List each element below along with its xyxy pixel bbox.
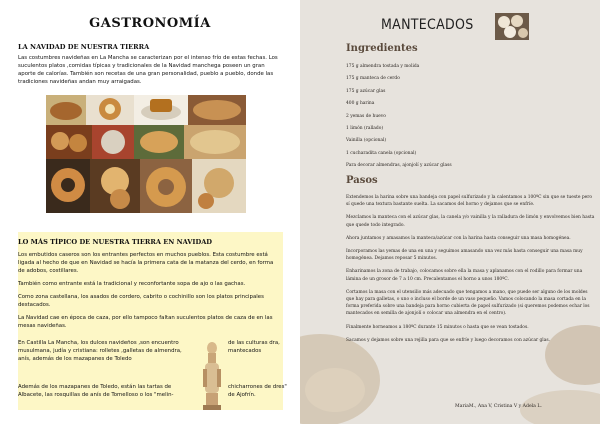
list-item: Vainilla (opcional) bbox=[346, 138, 387, 144]
recipe-title: MANTECADOS bbox=[381, 17, 474, 33]
paragraph: También como entrante está la tradicional y reconfortante sopa de ajo o las gachas. bbox=[18, 281, 246, 287]
page-title: GASTRONOMÍA bbox=[89, 16, 211, 31]
list-item: 400 g harina bbox=[346, 101, 375, 107]
list-item: 175 g almendra tostada y molida bbox=[346, 64, 420, 69]
paragraph: Como zona castellana, los asados de cordero, cabrito o cochinillo son los platos principales destacados. bbox=[18, 294, 264, 308]
step: Incorporamos las yemas de una en una y seguimos amasando una vez más hasta conseguir una masa muy homogénea. Dejamos reposar 5 minutos. bbox=[346, 249, 583, 262]
list-item: 1 limón (rallado) bbox=[346, 125, 384, 131]
section-heading-tipico: LO MÁS TÍPICO DE NUESTRA TIERRA EN NAVIDAD bbox=[18, 238, 213, 246]
list-item: Para decorar almendras, ajonjolí y azúcar glass bbox=[346, 163, 452, 169]
sweets-text-left: En Castilla La Mancha, los dulces navideños ,son encuentro musulmana, judía y cristiana: rolletes ,galletas de almendra, anís, además de los mazapanes de Toledo bbox=[18, 340, 182, 362]
step: Enharinamos la zona de trabajo, colocamos sobre ella la masa y aplanamos con el rodillo para formar una lámina de un grosor de 7 a 10 cm. Precalentamos el horno a unos 180ºC. bbox=[346, 269, 583, 282]
ingredients-list bbox=[346, 61, 486, 173]
list-item: 175 g manteca de cerdo bbox=[346, 76, 400, 82]
paragraph: Los embutidos caseros son los entrantes perfectos en muchos pueblos. Esta costumbre está ligada al hecho de que en Navidad se hacía la primera cata de la matanza del cerdo, en forma de adobos, costillares. bbox=[18, 252, 274, 274]
step: Ahora juntamos y amasamos la manteca/azúcar con la harina hasta conseguir una masa homogénea. bbox=[346, 235, 571, 241]
step: Sacamos y dejamos sobre una rejilla para que se enfríe y luego decoramos con azúcar glas. bbox=[346, 337, 550, 343]
section-heading-navidad: LA NAVIDAD DE NUESTRA TIERRA bbox=[18, 43, 150, 51]
steps-list bbox=[346, 194, 596, 350]
collage-image bbox=[46, 95, 246, 213]
steps-heading: Pasos bbox=[346, 175, 378, 186]
figure-illustration bbox=[199, 339, 225, 411]
food-photo-collage bbox=[46, 95, 246, 213]
marzipan-figure-image bbox=[199, 339, 225, 411]
ingredients-heading: Ingredientes bbox=[346, 43, 418, 54]
step: Cortamos la masa con el utensilio más adecuado que tengamos a mano, que puede ser alguno de los moldes que hay para galletas, o uno o incluso el borde de un vaso pequeño. Vamos colocando la masa cortada en la forma preferida sobre una bandeja para horno cubierta de papel sulfurizado (si queremos podemos echar los mantecados en semilla de ajonjolí o colocar una almendra en el centro). bbox=[346, 289, 590, 317]
paragraph: La Navidad cae en época de caza, por ello tampoco faltan suculentos platos de caza de en las mesas navideñas. bbox=[18, 315, 273, 329]
sweets-text-right-2: chicharrones de dres" de Ajofrín. bbox=[228, 384, 287, 398]
step: Extendemos la harina sobre una bandeja con papel sulfurizado y la calentamos a 100ºC sin que se tueste pero sí quede una textura bastante suelta. La sacamos del horno y dejamos que se enfríe. bbox=[346, 195, 593, 208]
typical-food-text bbox=[18, 251, 278, 335]
mantecados-photo bbox=[495, 13, 529, 40]
authors-credit: MariaM., Ana V, Cristina V y Adela L. bbox=[455, 404, 542, 409]
list-item: 1 cucharadita canela (opcional) bbox=[346, 150, 417, 156]
intro-paragraph: Las costumbres navideñas en La Mancha se caracterizan por el intenso frío de estas fechas. Los suculentos platos ,comidas típicas y tradicionales de la Navidad manchega poseen un gran aporte de calorías. También son recetas de una gran personalidad, pueblo a pueblo, donde las tradiciones navideñas andan muy arraigadas. bbox=[18, 55, 278, 85]
list-item: 2 yemas de huevo bbox=[346, 113, 386, 119]
step: Finalmente horneamos a 180ºC durante 15 minutos o hasta que se vean tostados. bbox=[346, 324, 529, 330]
step: Mezclamos la manteca con el azúcar glas, la canela y/o vainilla y la ralladura de limón y envolvemos bien hasta que quede todo integrado. bbox=[346, 215, 595, 228]
list-item: 175 g azúcar glas bbox=[346, 88, 386, 94]
sweets-text-left-2: Además de los mazapanes de Toledo, están las tartas de Albacete, las rosquillas de anís de Tomelloso o los "melin- bbox=[18, 384, 174, 398]
sweets-text-right: de las culturas dra, mantecados bbox=[228, 340, 280, 354]
